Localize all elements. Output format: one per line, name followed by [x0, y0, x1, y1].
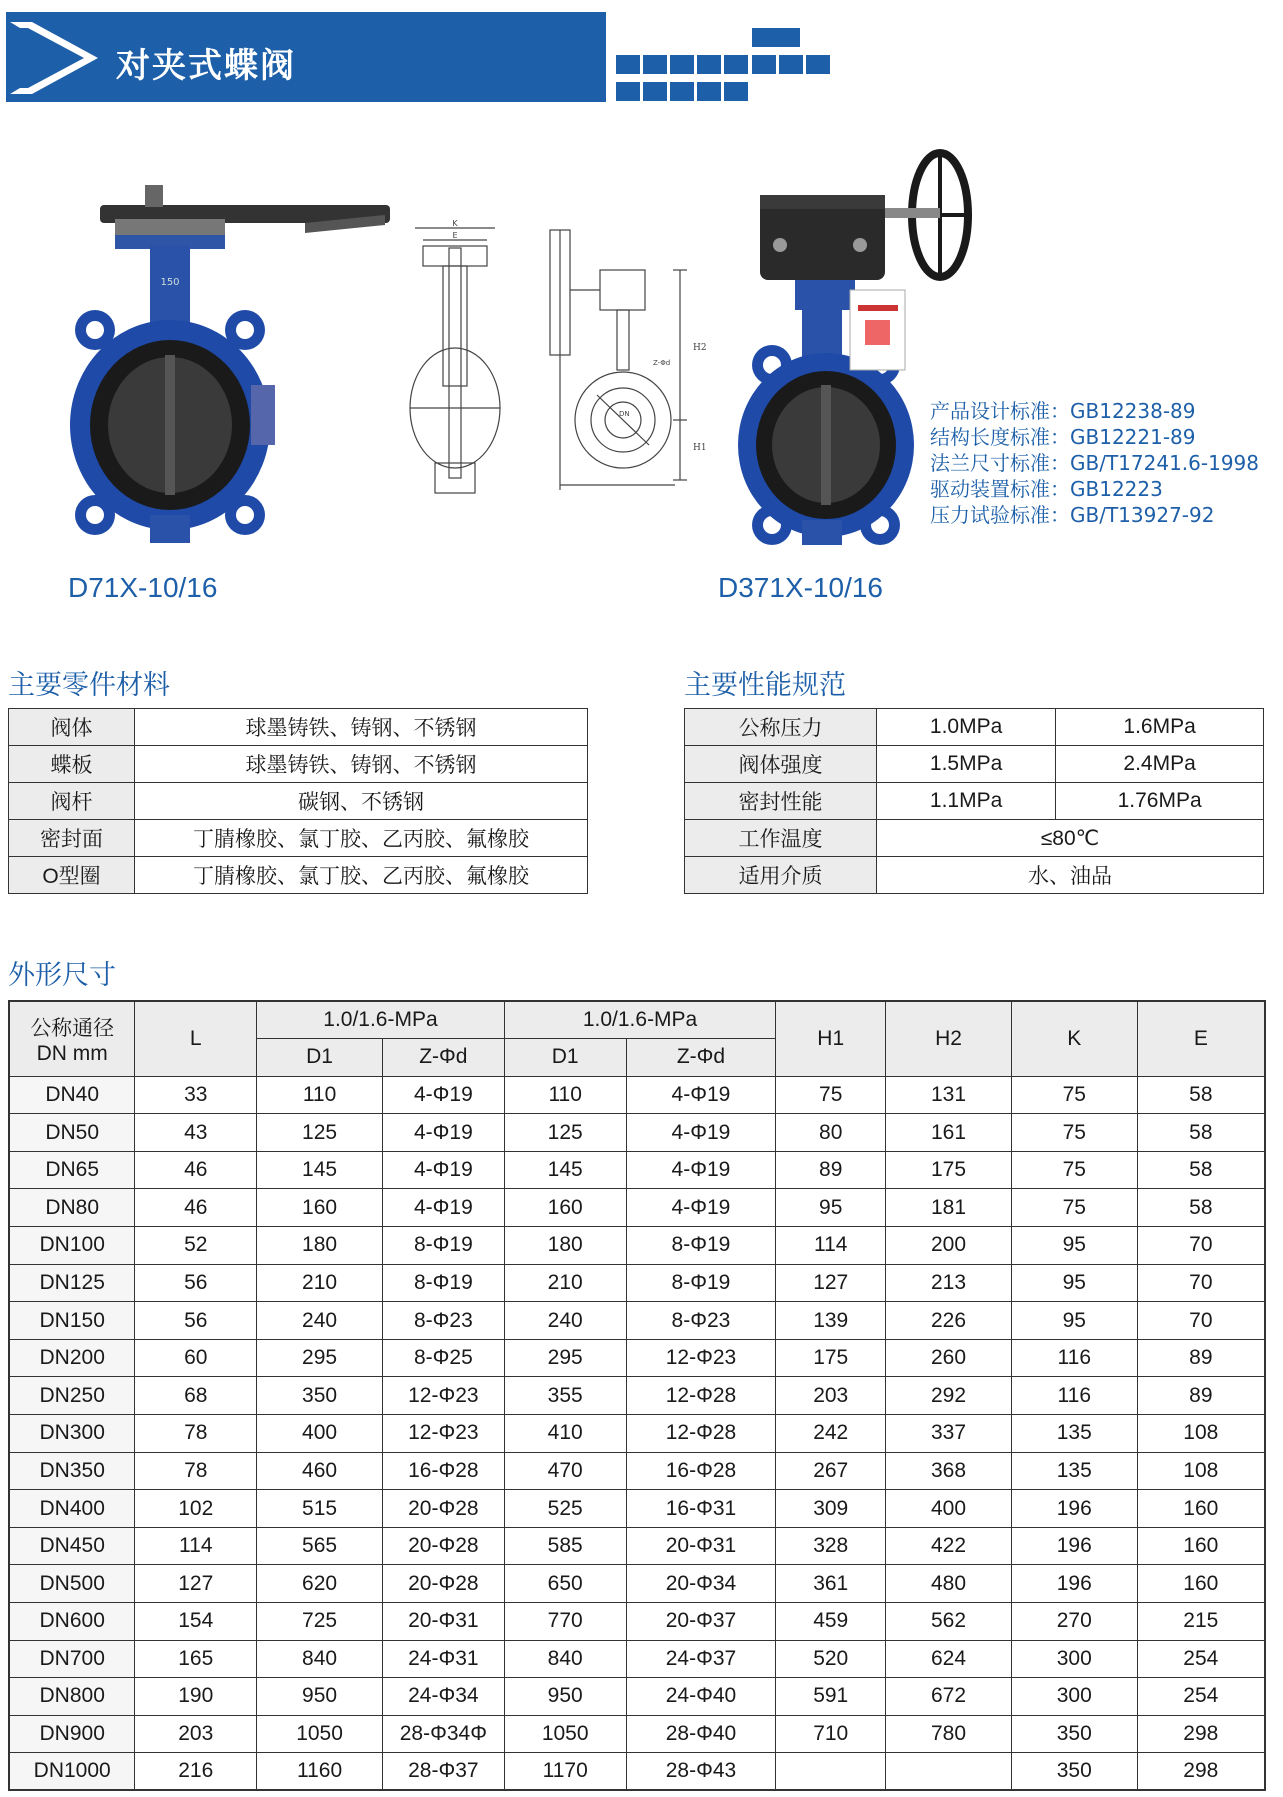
product-model-lever: D71X-10/16: [68, 572, 218, 603]
table-cell: 350: [1011, 1753, 1137, 1791]
table-cell: 43: [135, 1114, 257, 1152]
table-cell: 480: [886, 1565, 1012, 1603]
table-cell: 216: [135, 1753, 257, 1791]
table-cell: 78: [135, 1452, 257, 1490]
table-cell: 110: [257, 1076, 383, 1114]
table-cell: 12-Φ28: [626, 1377, 776, 1415]
table-cell: DN700: [9, 1640, 135, 1678]
table-cell: 8-Φ19: [382, 1227, 504, 1265]
table-cell: 295: [257, 1339, 383, 1377]
table-row: [9, 1640, 1265, 1678]
table-cell: 4-Φ19: [382, 1151, 504, 1189]
col-zphid: Z-Φd: [626, 1039, 776, 1077]
table-cell: 89: [1137, 1377, 1265, 1415]
table-row: 阀体 球墨铸铁、铸钢、不锈钢: [9, 709, 588, 746]
dim-k-label: K: [452, 219, 458, 228]
table-cell: 24-Φ37: [626, 1640, 776, 1678]
table-cell: 20-Φ31: [382, 1603, 504, 1641]
table-cell: 4-Φ19: [382, 1114, 504, 1152]
table-cell: DN80: [9, 1189, 135, 1227]
table-cell: DN100: [9, 1227, 135, 1265]
table-cell: 298: [1137, 1753, 1265, 1791]
table-row: [9, 1415, 1265, 1453]
table-cell: 565: [257, 1527, 383, 1565]
table-cell: 210: [257, 1264, 383, 1302]
table-cell: DN300: [9, 1415, 135, 1453]
table-cell: 1170: [504, 1753, 626, 1791]
table-row: 公称压力 1.0MPa 1.6MPa: [685, 709, 1264, 746]
table-cell: 181: [886, 1189, 1012, 1227]
table-cell: 525: [504, 1490, 626, 1528]
valve-front-drawing-icon: [405, 218, 505, 508]
table-cell: 240: [504, 1302, 626, 1340]
table-cell: 515: [257, 1490, 383, 1528]
dimensions-table: [8, 1000, 1266, 1791]
table-cell: 160: [1137, 1490, 1265, 1528]
table-cell: 4-Φ19: [626, 1151, 776, 1189]
table-cell: 75: [1011, 1189, 1137, 1227]
table-cell: 46: [135, 1189, 257, 1227]
table-row: [9, 1339, 1265, 1377]
dim-zphid-label: Z-Φd: [653, 359, 671, 367]
table-cell: 840: [504, 1640, 626, 1678]
table-cell: 12-Φ23: [382, 1415, 504, 1453]
table-cell: 154: [135, 1603, 257, 1641]
table-cell: 8-Φ19: [626, 1264, 776, 1302]
table-cell: 139: [776, 1302, 886, 1340]
standard-row: 法兰尺寸标准：GB/T17241.6-1998: [930, 451, 1259, 475]
performance-title: 主要性能规范: [684, 670, 846, 701]
table-cell: 4-Φ19: [382, 1076, 504, 1114]
materials-title: 主要零件材料: [8, 670, 170, 701]
table-cell: 213: [886, 1264, 1012, 1302]
header-banner: [6, 12, 606, 102]
table-row: [9, 1452, 1265, 1490]
table-cell: 28-Φ34Φ: [382, 1715, 504, 1753]
dim-h1-label: H1: [693, 443, 707, 453]
table-cell: 180: [504, 1227, 626, 1265]
table-row: [9, 1264, 1265, 1302]
col-dn: 公称通径 DN mm: [9, 1001, 135, 1076]
dim-h2-label: H2: [693, 343, 707, 353]
table-cell: 114: [135, 1527, 257, 1565]
table-cell: 135: [1011, 1452, 1137, 1490]
table-row: 阀杆 碳钢、不锈钢: [9, 783, 588, 820]
standards-list: [930, 398, 1259, 528]
table-cell: 24-Φ40: [626, 1678, 776, 1716]
table-cell: 196: [1011, 1490, 1137, 1528]
table-cell: 190: [135, 1678, 257, 1716]
table-cell: DN150: [9, 1302, 135, 1340]
table-cell: 215: [1137, 1603, 1265, 1641]
table-row: 蝶板 球墨铸铁、铸钢、不锈钢: [9, 746, 588, 783]
table-cell: 102: [135, 1490, 257, 1528]
table-cell: 267: [776, 1452, 886, 1490]
table-cell: 114: [776, 1227, 886, 1265]
table-row: [9, 1151, 1265, 1189]
table-cell: 309: [776, 1490, 886, 1528]
table-cell: 60: [135, 1339, 257, 1377]
table-row: [9, 1753, 1265, 1791]
table-cell: 20-Φ28: [382, 1490, 504, 1528]
table-cell: 196: [1011, 1527, 1137, 1565]
col-zphid: Z-Φd: [382, 1039, 504, 1077]
svg-text:150: 150: [160, 277, 180, 288]
col-h1: H1: [776, 1001, 886, 1076]
table-cell: 292: [886, 1377, 1012, 1415]
table-cell: 650: [504, 1565, 626, 1603]
table-cell: 165: [135, 1640, 257, 1678]
table-cell: 80: [776, 1114, 886, 1152]
table-cell: 591: [776, 1678, 886, 1716]
table-cell: 8-Φ23: [382, 1302, 504, 1340]
table-cell: 16-Φ28: [382, 1452, 504, 1490]
col-group-1: 1.0/1.6-MPa: [257, 1001, 505, 1039]
table-cell: 203: [135, 1715, 257, 1753]
table-cell: 175: [886, 1151, 1012, 1189]
table-cell: 160: [1137, 1565, 1265, 1603]
table-row: [9, 1678, 1265, 1716]
table-cell: 70: [1137, 1227, 1265, 1265]
standard-row: 压力试验标准：GB/T13927-92: [930, 503, 1215, 527]
table-row: [9, 1377, 1265, 1415]
table-cell: DN900: [9, 1715, 135, 1753]
table-cell: 8-Φ19: [382, 1264, 504, 1302]
table-cell: 89: [776, 1151, 886, 1189]
table-cell: 75: [1011, 1151, 1137, 1189]
table-cell: 226: [886, 1302, 1012, 1340]
table-cell: 160: [504, 1189, 626, 1227]
table-cell: 4-Φ19: [626, 1189, 776, 1227]
table-row: 密封面 丁腈橡胶、氯丁胶、乙丙胶、氟橡胶: [9, 820, 588, 857]
table-cell: 200: [886, 1227, 1012, 1265]
table-cell: 12-Φ23: [626, 1339, 776, 1377]
materials-table: [8, 708, 588, 894]
table-row: 适用介质 水、油品: [685, 857, 1264, 894]
table-cell: 950: [257, 1678, 383, 1716]
table-cell: 160: [1137, 1527, 1265, 1565]
table-cell: 562: [886, 1603, 1012, 1641]
standard-row: 驱动装置标准：GB12223: [930, 477, 1163, 501]
table-cell: 270: [1011, 1603, 1137, 1641]
table-cell: 58: [1137, 1114, 1265, 1152]
table-cell: 52: [135, 1227, 257, 1265]
table-cell: 350: [257, 1377, 383, 1415]
table-cell: 1050: [504, 1715, 626, 1753]
table-cell: 20-Φ37: [626, 1603, 776, 1641]
table-cell: 624: [886, 1640, 1012, 1678]
table-cell: 145: [257, 1151, 383, 1189]
table-cell: DN65: [9, 1151, 135, 1189]
table-cell: 131: [886, 1076, 1012, 1114]
table-cell: 368: [886, 1452, 1012, 1490]
table-cell: 361: [776, 1565, 886, 1603]
table-cell: 298: [1137, 1715, 1265, 1753]
table-cell: 58: [1137, 1076, 1265, 1114]
table-cell: 16-Φ31: [626, 1490, 776, 1528]
table-cell: 145: [504, 1151, 626, 1189]
table-cell: 58: [1137, 1189, 1265, 1227]
dim-dn-label: DN: [619, 410, 630, 418]
table-row: [9, 1603, 1265, 1641]
table-cell: 127: [776, 1264, 886, 1302]
table-row: [9, 1227, 1265, 1265]
product-model-gear: D371X-10/16: [718, 572, 884, 603]
table-cell: DN125: [9, 1264, 135, 1302]
table-cell: 254: [1137, 1640, 1265, 1678]
table-row: [9, 1490, 1265, 1528]
table-cell: 125: [257, 1114, 383, 1152]
table-cell: 28-Φ37: [382, 1753, 504, 1791]
table-cell: 4-Φ19: [626, 1076, 776, 1114]
table-cell: 160: [257, 1189, 383, 1227]
table-cell: 410: [504, 1415, 626, 1453]
table-cell: DN600: [9, 1603, 135, 1641]
table-cell: 125: [504, 1114, 626, 1152]
table-row: [9, 1189, 1265, 1227]
table-cell: 950: [504, 1678, 626, 1716]
dimensions-title: 外形尺寸: [8, 960, 116, 991]
table-row: [9, 1114, 1265, 1152]
table-cell: [776, 1753, 886, 1791]
table-cell: 116: [1011, 1377, 1137, 1415]
standard-row: 产品设计标准：GB12238-89: [930, 399, 1196, 423]
table-cell: 4-Φ19: [626, 1114, 776, 1152]
col-k: K: [1011, 1001, 1137, 1076]
table-cell: 127: [135, 1565, 257, 1603]
table-cell: 108: [1137, 1415, 1265, 1453]
col-l: L: [135, 1001, 257, 1076]
table-cell: 520: [776, 1640, 886, 1678]
table-cell: 28-Φ40: [626, 1715, 776, 1753]
table-cell: 56: [135, 1264, 257, 1302]
dim-e-label: E: [452, 231, 458, 240]
table-cell: 75: [776, 1076, 886, 1114]
table-cell: 337: [886, 1415, 1012, 1453]
table-cell: 175: [776, 1339, 886, 1377]
table-cell: 110: [504, 1076, 626, 1114]
table-cell: 242: [776, 1415, 886, 1453]
table-cell: 95: [1011, 1264, 1137, 1302]
table-cell: 180: [257, 1227, 383, 1265]
table-cell: 95: [1011, 1227, 1137, 1265]
table-cell: 1160: [257, 1753, 383, 1791]
table-cell: 770: [504, 1603, 626, 1641]
table-cell: 8-Φ19: [626, 1227, 776, 1265]
table-cell: 20-Φ28: [382, 1527, 504, 1565]
decorative-mosaic: [616, 28, 856, 108]
table-cell: 68: [135, 1377, 257, 1415]
table-cell: 585: [504, 1527, 626, 1565]
table-cell: 161: [886, 1114, 1012, 1152]
table-cell: 28-Φ43: [626, 1753, 776, 1791]
table-cell: 203: [776, 1377, 886, 1415]
table-cell: DN350: [9, 1452, 135, 1490]
table-cell: 196: [1011, 1565, 1137, 1603]
table-cell: 24-Φ31: [382, 1640, 504, 1678]
table-cell: 8-Φ23: [626, 1302, 776, 1340]
table-cell: 46: [135, 1151, 257, 1189]
page-title: 对夹式蝶阀: [116, 46, 296, 86]
table-cell: 840: [257, 1640, 383, 1678]
table-cell: 95: [1011, 1302, 1137, 1340]
table-cell: 108: [1137, 1452, 1265, 1490]
table-row: [9, 1076, 1265, 1114]
table-cell: 400: [257, 1415, 383, 1453]
valve-side-drawing-icon: [545, 230, 705, 500]
table-header-row: [9, 1001, 1265, 1039]
col-e: E: [1137, 1001, 1265, 1076]
table-row: 密封性能 1.1MPa 1.76MPa: [685, 783, 1264, 820]
table-cell: DN40: [9, 1076, 135, 1114]
table-row: [9, 1715, 1265, 1753]
table-cell: 620: [257, 1565, 383, 1603]
performance-table: [684, 708, 1264, 894]
table-cell: 33: [135, 1076, 257, 1114]
table-cell: 58: [1137, 1151, 1265, 1189]
table-cell: 460: [257, 1452, 383, 1490]
table-cell: 400: [886, 1490, 1012, 1528]
standard-row: 结构长度标准：GB12221-89: [930, 425, 1196, 449]
table-cell: 12-Φ23: [382, 1377, 504, 1415]
col-group-2: 1.0/1.6-MPa: [504, 1001, 776, 1039]
table-cell: 4-Φ19: [382, 1189, 504, 1227]
table-cell: 70: [1137, 1264, 1265, 1302]
table-cell: 16-Φ28: [626, 1452, 776, 1490]
table-cell: 210: [504, 1264, 626, 1302]
table-cell: [886, 1753, 1012, 1791]
table-cell: 328: [776, 1527, 886, 1565]
table-cell: 1050: [257, 1715, 383, 1753]
table-cell: 725: [257, 1603, 383, 1641]
table-row: [9, 1302, 1265, 1340]
table-cell: 470: [504, 1452, 626, 1490]
table-cell: 75: [1011, 1114, 1137, 1152]
table-cell: 20-Φ28: [382, 1565, 504, 1603]
col-d1: D1: [257, 1039, 383, 1077]
table-row: [9, 1527, 1265, 1565]
table-cell: 12-Φ28: [626, 1415, 776, 1453]
table-cell: 300: [1011, 1678, 1137, 1716]
table-cell: 70: [1137, 1302, 1265, 1340]
col-h2: H2: [886, 1001, 1012, 1076]
table-cell: 295: [504, 1339, 626, 1377]
butterfly-valve-lever-icon: [55, 185, 405, 550]
col-d1: D1: [504, 1039, 626, 1077]
table-cell: 89: [1137, 1339, 1265, 1377]
table-cell: 75: [1011, 1076, 1137, 1114]
table-cell: DN400: [9, 1490, 135, 1528]
table-cell: 20-Φ31: [626, 1527, 776, 1565]
table-cell: DN200: [9, 1339, 135, 1377]
table-cell: 78: [135, 1415, 257, 1453]
chevron-right-icon: [10, 22, 100, 94]
table-cell: DN500: [9, 1565, 135, 1603]
table-cell: 350: [1011, 1715, 1137, 1753]
table-cell: 260: [886, 1339, 1012, 1377]
table-cell: 254: [1137, 1678, 1265, 1716]
table-row: [9, 1565, 1265, 1603]
table-cell: 20-Φ34: [626, 1565, 776, 1603]
table-cell: 56: [135, 1302, 257, 1340]
table-row: O型圈 丁腈橡胶、氯丁胶、乙丙胶、氟橡胶: [9, 857, 588, 894]
table-cell: 300: [1011, 1640, 1137, 1678]
table-cell: 24-Φ34: [382, 1678, 504, 1716]
table-row: 阀体强度 1.5MPa 2.4MPa: [685, 746, 1264, 783]
table-cell: 780: [886, 1715, 1012, 1753]
table-cell: 116: [1011, 1339, 1137, 1377]
table-cell: 355: [504, 1377, 626, 1415]
table-cell: 672: [886, 1678, 1012, 1716]
table-cell: 8-Φ25: [382, 1339, 504, 1377]
table-cell: 240: [257, 1302, 383, 1340]
table-cell: 422: [886, 1527, 1012, 1565]
table-cell: 459: [776, 1603, 886, 1641]
table-cell: 135: [1011, 1415, 1137, 1453]
table-cell: 95: [776, 1189, 886, 1227]
table-cell: DN250: [9, 1377, 135, 1415]
table-cell: DN450: [9, 1527, 135, 1565]
table-cell: DN50: [9, 1114, 135, 1152]
table-cell: 710: [776, 1715, 886, 1753]
table-cell: DN800: [9, 1678, 135, 1716]
dimensions-body: [9, 1076, 1265, 1790]
table-cell: DN1000: [9, 1753, 135, 1791]
table-row: 工作温度 ≤80℃: [685, 820, 1264, 857]
